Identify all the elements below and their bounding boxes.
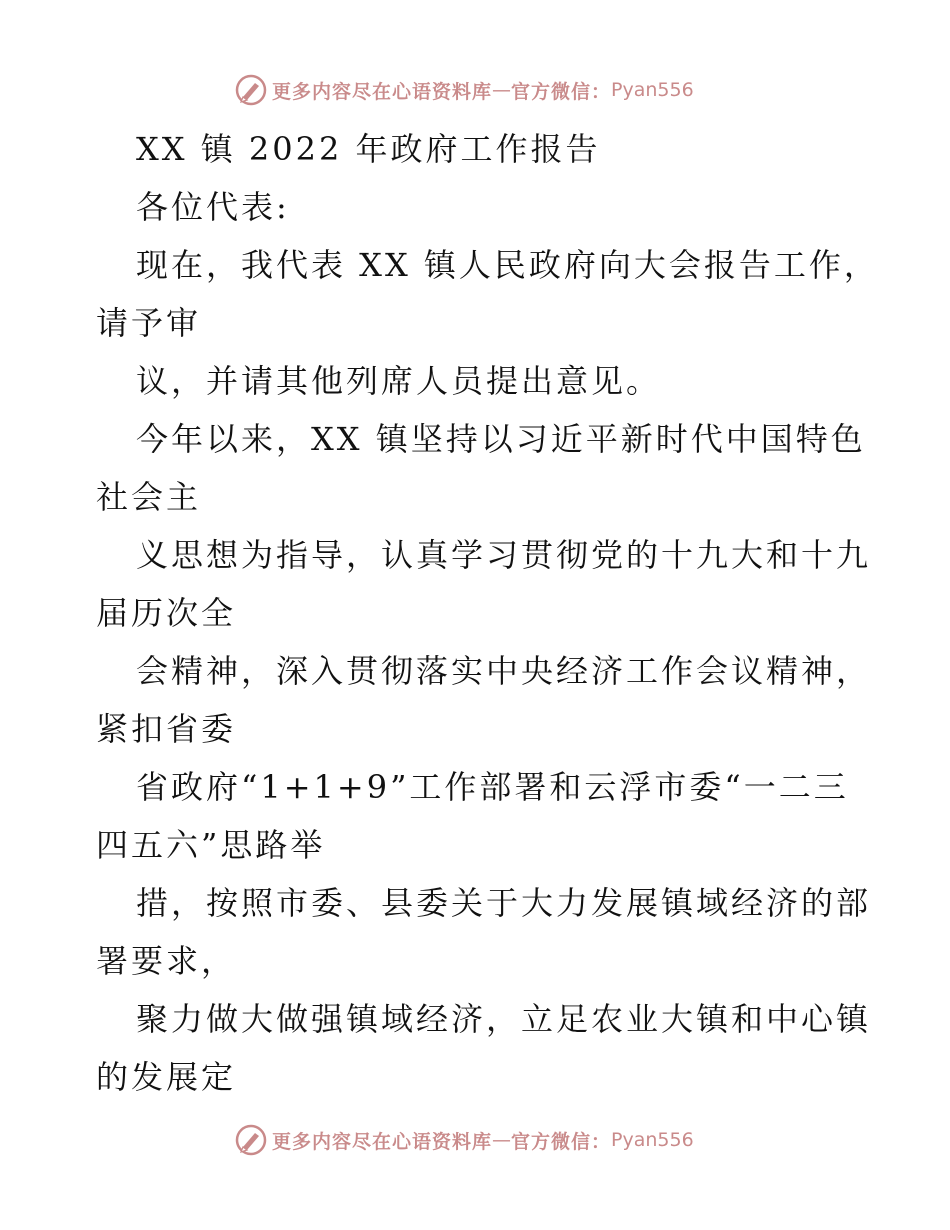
- watermark-footer: [234, 1122, 694, 1158]
- watermark-label: 官方微信：: [511, 1130, 612, 1153]
- text-line: 义思想为指导，认真学习贯彻党的十九大和十九: [136, 536, 872, 574]
- text-line: 请予审: [96, 304, 202, 342]
- watermark-text: 更多内容尽在心语资料库: [272, 80, 493, 103]
- watermark-dash: —: [492, 1129, 512, 1151]
- watermark-header: [234, 72, 694, 108]
- watermark-text: 更多内容尽在心语资料库: [272, 1130, 493, 1153]
- text-line: 措，按照市委、县委关于大力发展镇域经济的部: [136, 884, 872, 922]
- text-line: 四五六”思路举: [96, 826, 326, 864]
- text-line: 届历次全: [96, 594, 237, 632]
- text-line: 今年以来，XX 镇坚持以习近平新时代中国特色: [136, 420, 866, 458]
- text-line: 会精神，深入贯彻落实中央经济工作会议精神，: [136, 652, 872, 690]
- text-line: 的发展定: [96, 1058, 237, 1096]
- watermark-id: Pyan556: [611, 1129, 694, 1151]
- salutation: 各位代表:: [136, 188, 290, 226]
- watermark-label: 官方微信：: [511, 80, 612, 103]
- watermark-dash: —: [492, 79, 512, 101]
- text-line: 议，并请其他列席人员提出意见。: [136, 362, 662, 400]
- text-line: 聚力做大做强镇域经济，立足农业大镇和中心镇: [136, 1000, 872, 1038]
- document-title: XX 镇 2022 年政府工作报告: [136, 130, 601, 168]
- watermark-id: Pyan556: [611, 79, 694, 101]
- text-line: 省政府“1+1+9”工作部署和云浮市委“一二三: [136, 768, 849, 806]
- text-line: 社会主: [96, 478, 202, 516]
- pen-circle-icon: [234, 73, 268, 107]
- text-line: 署要求，: [96, 942, 237, 980]
- document-body: [96, 120, 879, 1106]
- text-line: 紧扣省委: [96, 710, 237, 748]
- text-line: 现在，我代表 XX 镇人民政府向大会报告工作，: [136, 246, 879, 284]
- pen-circle-icon: [234, 1123, 268, 1157]
